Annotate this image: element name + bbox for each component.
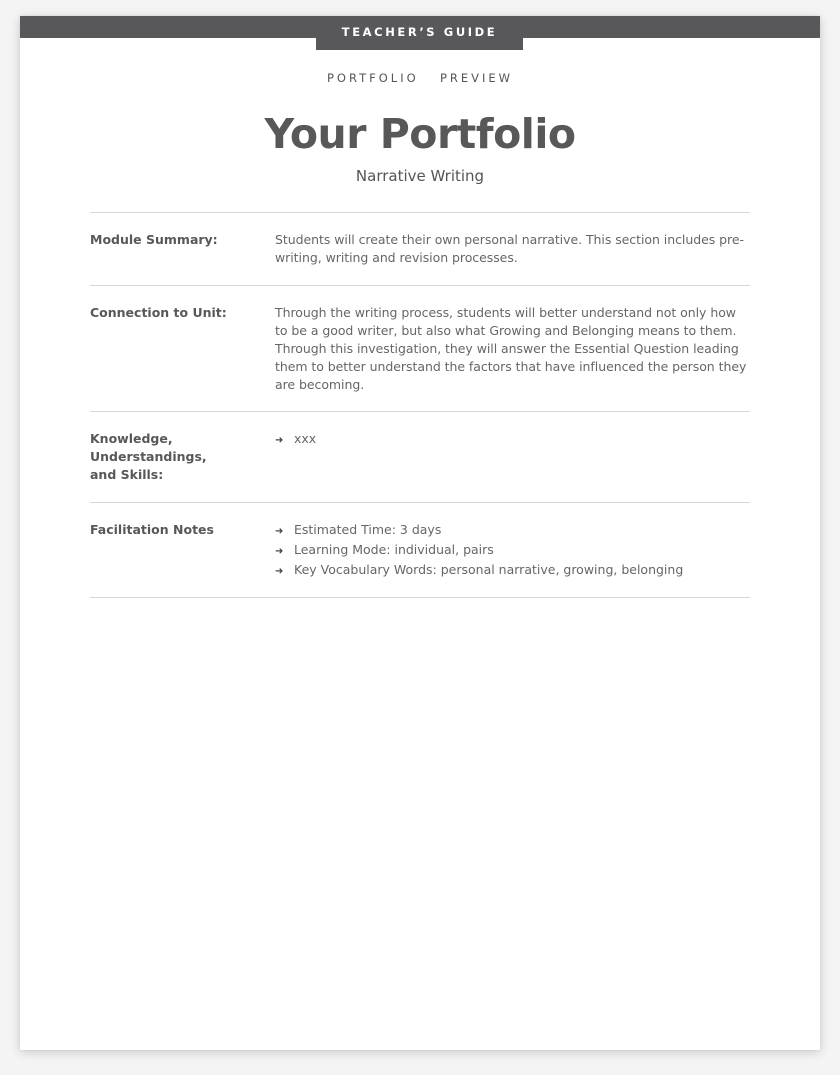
knowledge-label xyxy=(90,430,210,502)
list-item xyxy=(275,521,750,541)
connection-to-unit-label: Connection to Unit: xyxy=(90,305,227,320)
bullet-text: xxx xyxy=(294,431,317,446)
knowledge-bullet-list xyxy=(275,430,750,450)
module-summary-row xyxy=(90,213,750,286)
arrow-right-icon: ➜ xyxy=(275,566,284,577)
facilitation-bullet-list xyxy=(275,521,750,581)
page-title: Your Portfolio xyxy=(264,110,576,158)
document-page xyxy=(20,16,820,1050)
facilitation-notes-row xyxy=(90,503,750,598)
knowledge-label-text: Knowledge, Understandings, and Skills: xyxy=(90,431,207,482)
list-item xyxy=(275,541,750,561)
module-summary-text: Students will create their own personal narrative. This section includes pre-writing, writing and revision processes. xyxy=(275,232,744,265)
bullet-text: Estimated Time: 3 days xyxy=(294,522,442,537)
connection-to-unit-row xyxy=(90,286,750,412)
arrow-right-icon: ➜ xyxy=(275,526,284,537)
list-item xyxy=(275,561,750,581)
module-info-table xyxy=(90,212,750,598)
knowledge-content xyxy=(275,430,750,502)
facilitation-notes-content xyxy=(275,521,750,597)
bullet-text: Key Vocabulary Words: personal narrative, growing, belonging xyxy=(294,562,684,577)
arrow-right-icon: ➜ xyxy=(275,546,284,557)
knowledge-row xyxy=(90,412,750,503)
arrow-right-icon: ➜ xyxy=(275,435,284,446)
connection-to-unit-text: Through the writing process, students will better understand not only how to be a good writer, but also what Growing and Belonging means to them. Through this investigation, they will answer the Essential Question leading them to better understand the factors that have influenced the person they are becoming. xyxy=(275,305,747,392)
bullet-text: Learning Mode: individual, pairs xyxy=(294,542,494,557)
module-summary-label: Module Summary: xyxy=(90,232,218,247)
page-subtitle: Narrative Writing xyxy=(355,167,485,185)
list-item xyxy=(275,430,750,450)
teachers-guide-tab: TEACHER’S GUIDE xyxy=(316,16,523,50)
facilitation-notes-label: Facilitation Notes xyxy=(90,522,214,537)
portfolio-preview-eyebrow: PORTFOLIO PREVIEW xyxy=(326,71,514,85)
